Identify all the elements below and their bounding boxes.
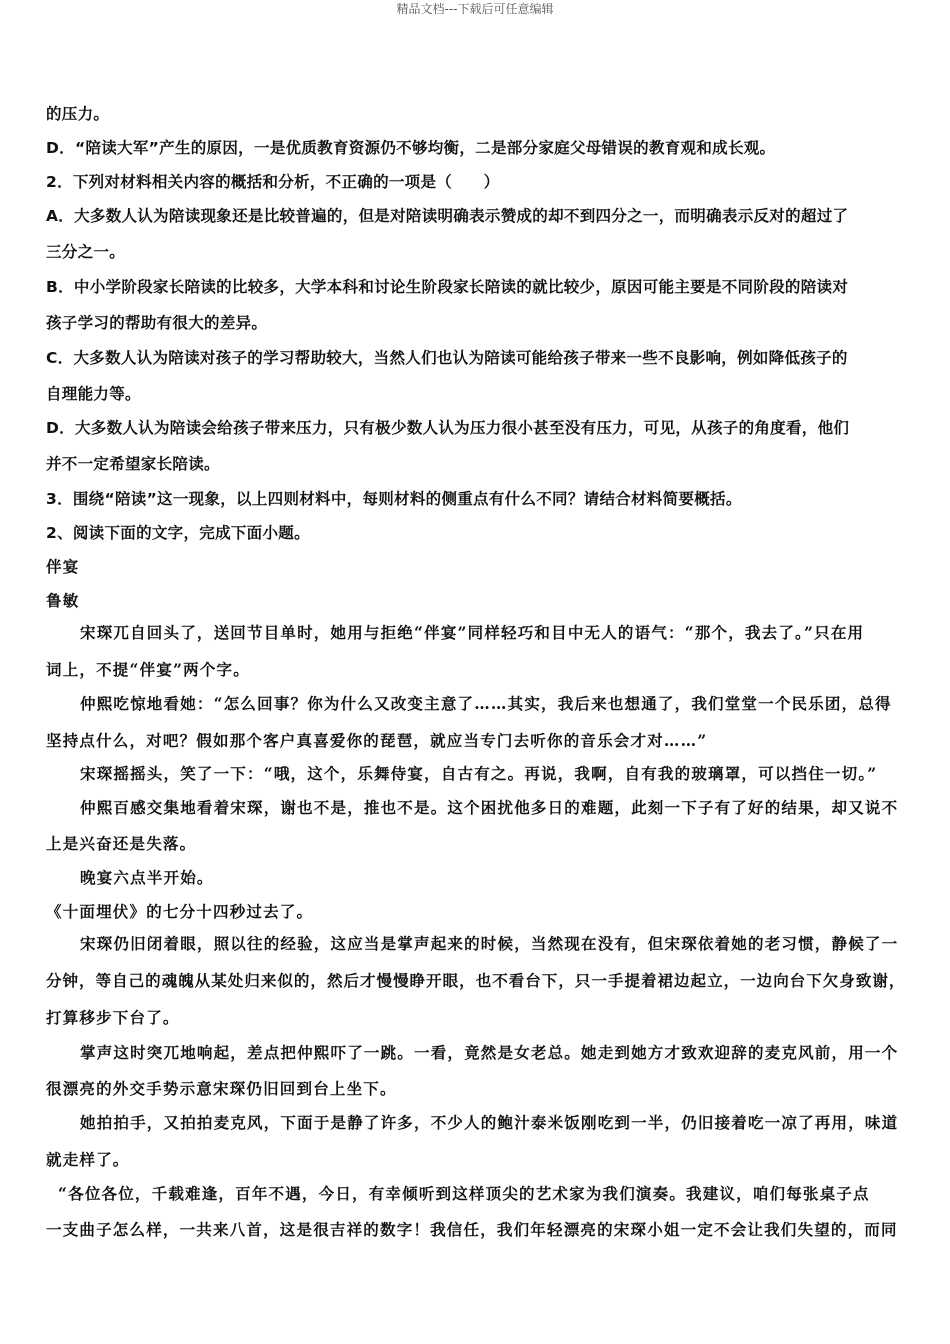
story-line: 分钟，等自己的魂魄从某处归来似的，然后才慢慢睁开眼，也不看台下，只一手提着裙边起立，一边向台下欠身致谢， xyxy=(46,971,906,990)
story-line: 上是兴奋还是失落。 xyxy=(46,834,197,853)
story-title: 伴宴 xyxy=(46,557,80,576)
option-b: B．中小学阶段家长陪读的比较多，大学本科和讨论生阶段家长陪读的就比较少，原因可能主要是不同阶段的陪读对 xyxy=(46,278,849,296)
story-line: 打算移步下台了。 xyxy=(46,1008,180,1027)
question-3: 3．围绕“陪读”这一现象，以上四则材料中，每则材料的侧重点有什么不同？请结合材料简要概括。 xyxy=(46,490,742,508)
option-c: C．大多数人认为陪读对孩子的学习帮助较大，当然人们也认为陪读可能给孩子带来一些不良影响，例如降低孩子的 xyxy=(46,349,848,367)
story-line: “各位各位，千载难逢，百年不遇，今日，有幸倾听到这样顶尖的艺术家为我们演奏。我建议，咱们每张桌子点 xyxy=(58,1184,870,1203)
text-line: 的压力。 xyxy=(46,105,110,123)
story-line: 坚持点什么，对吧？假如那个客户真喜爱你的琵琶，就应当专门去听你的音乐会才对……” xyxy=(46,731,708,750)
option-a: A．大多数人认为陪读现象还是比较普遍的，但是对陪读明确表示赞成的却不到四分之一，而明确表示反对的超过了 xyxy=(46,207,849,225)
option-d: D．“陪读大军”产生的原因，一是优质教育资源仍不够均衡，二是部分家庭父母错误的教育观和成长观。 xyxy=(46,139,776,157)
page-header: 精品文档---下载后可任意编辑 xyxy=(396,2,554,16)
story-line: 很漂亮的外交手势示意宋琛仍旧回到台上坐下。 xyxy=(46,1079,397,1098)
story-line: 她拍拍手，又拍拍麦克风，下面于是静了许多，不少人的鲍汁泰米饭刚吃到一半，仍旧接着吃一凉了再用，味道 xyxy=(80,1113,899,1132)
story-author: 鲁敏 xyxy=(46,591,80,610)
section-instruction: 2、阅读下面的文字，完成下面小题。 xyxy=(46,524,310,542)
question-2: 2．下列对材料相关内容的概括和分析，不正确的一项是（ ） xyxy=(46,173,500,191)
option-d: D．大多数人认为陪读会给孩子带来压力，只有极少数人认为压力很小甚至没有压力，可见，从孩子的角度看，他们 xyxy=(46,419,850,437)
story-line: 仲熙吃惊地看她：“怎么回事？你为什么又改变主意了……其实，我后来也想通了，我们堂堂一个民乐团，总得 xyxy=(80,694,892,713)
story-line: 宋琛兀自回头了，送回节目单时，她用与拒绝“伴宴”同样轻巧和目中无人的语气：“那个，我去了。”只在用 xyxy=(80,623,865,642)
story-line: 就走样了。 xyxy=(46,1150,130,1169)
story-line: 宋琛仍旧闭着眼，照以往的经验，这应当是掌声起来的时候，当然现在没有，但宋琛依着她的老习惯，静候了一 xyxy=(80,934,899,953)
option-a-cont: 三分之一。 xyxy=(46,243,126,261)
option-d-cont: 并不一定希望家长陪读。 xyxy=(46,455,220,473)
option-c-cont: 自理能力等。 xyxy=(46,385,141,403)
story-line: 宋琛摇摇头，笑了一下：“哦，这个，乐舞侍宴，自古有之。再说，我啊，自有我的玻璃罩，可以挡住一切。” xyxy=(80,764,878,783)
story-line: 《十面埋伏》的七分十四秒过去了。 xyxy=(46,902,314,921)
story-line: 仲熙百感交集地看着宋琛，谢也不是，推也不是。这个困扰他多日的难题，此刻一下子有了好的结果，却又说不 xyxy=(80,798,899,817)
story-line: 晚宴六点半开始。 xyxy=(80,868,214,887)
story-line: 词上，不提“伴宴”两个字。 xyxy=(46,660,250,679)
story-line: 掌声这时突兀地响起，差点把仲熙吓了一跳。一看，竟然是女老总。她走到她方才致欢迎辞的麦克风前，用一个 xyxy=(80,1043,899,1062)
story-line: 一支曲子怎么样，一共来八首，这是很吉祥的数字！我信任，我们年轻漂亮的宋琛小姐一定不会让我们失望的，而同 xyxy=(46,1220,898,1239)
option-b-cont: 孩子学习的帮助有很大的差异。 xyxy=(46,314,268,332)
